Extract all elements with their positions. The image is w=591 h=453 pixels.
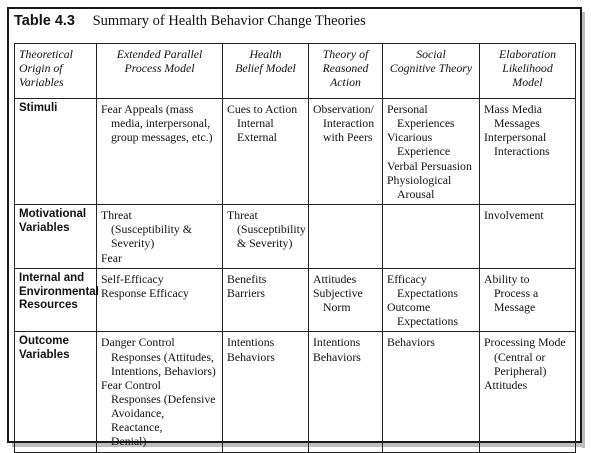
table-cell (383, 99, 480, 205)
column-header (97, 44, 223, 99)
table-cell (97, 99, 223, 205)
row-header-line: Stimuli (19, 102, 58, 114)
cell-line: Attitudes (313, 271, 357, 286)
cell-line: Severity) (111, 236, 155, 251)
cell-line: Peripheral) (494, 363, 547, 378)
cell-line: Barriers (227, 285, 265, 300)
cell-line: Threat (101, 208, 132, 223)
cell-line: Vicarious (387, 130, 433, 145)
cell-line: Intentions, Behaviors) (111, 363, 216, 378)
table-cell (480, 332, 576, 452)
cell-line: (Susceptibility & (111, 222, 192, 237)
cell-line: Physiological (387, 172, 452, 187)
table-cell (480, 268, 576, 332)
cell-line: with Peers (323, 130, 373, 145)
table-title: Summary of Health Behavior Change Theories (92, 13, 366, 29)
cell-line: group messages, etc.) (111, 130, 213, 145)
frame-shadow-right (582, 12, 585, 448)
table-cell (223, 332, 309, 452)
column-header (309, 44, 383, 99)
table-cell (480, 99, 576, 205)
table-cell (383, 205, 480, 269)
table-row (15, 99, 576, 205)
cell-line: Self-Efficacy (101, 271, 164, 286)
table-cell (309, 205, 383, 269)
table-cell (97, 332, 223, 452)
cell-line: Processing Mode (484, 335, 566, 350)
cell-line: Expectations (397, 285, 458, 300)
cell-line: Process a (494, 285, 539, 300)
cell-line: Intentions (227, 335, 275, 350)
cell-line: Norm (323, 300, 351, 315)
header-line: Process Model (124, 61, 195, 76)
header-line: Theory of (322, 47, 369, 61)
cell-line: Observation/ (313, 102, 374, 116)
column-header (480, 44, 576, 99)
table-number: Table 4.3 (14, 13, 75, 29)
header-line: Extended Parallel (116, 47, 203, 61)
cell-line: Experiences (397, 116, 455, 131)
cell-line: Intentions (313, 335, 361, 350)
cell-line: Message (494, 300, 536, 315)
header-line: Model (512, 75, 543, 90)
row-header-line: Internal and (19, 271, 85, 284)
cell-line: Mass Media (484, 102, 542, 116)
header-line: Variables (19, 75, 64, 90)
table-cell (223, 99, 309, 205)
cell-line: Arousal (397, 186, 435, 201)
cell-line: Danger Control (101, 335, 175, 350)
cell-line: External (237, 130, 277, 145)
cell-line: Involvement (484, 208, 544, 223)
cell-line: Behaviors (387, 335, 435, 350)
table-cell (383, 268, 480, 332)
cell-line: Ability to (484, 271, 530, 286)
cell-line: Behaviors (313, 349, 361, 364)
cell-line: Response Efficacy (101, 285, 189, 300)
row-header-line: Environmental (19, 285, 99, 298)
header-line: Reasoned (322, 61, 369, 76)
cell-line: Efficacy (387, 271, 427, 286)
header-line: Likelihood (502, 61, 553, 76)
cell-line: Interpersonal (484, 130, 547, 145)
header-line: Action (330, 75, 361, 90)
table-cell (223, 205, 309, 269)
header-line: Cognitive Theory (389, 61, 473, 76)
cell-line: Outcome (387, 300, 431, 315)
row-header-line: Resources (19, 299, 78, 312)
cell-line: Denial) (111, 434, 147, 449)
cell-line: Internal (237, 116, 274, 131)
row-header-line: Outcome (19, 335, 69, 348)
cell-line: Interactions (494, 144, 550, 159)
cell-line: Messages (494, 116, 540, 131)
table-row (15, 205, 576, 269)
table-cell (309, 268, 383, 332)
column-header (15, 44, 97, 99)
table-cell (223, 268, 309, 332)
header-line: Theoretical (19, 47, 73, 61)
row-header-line: Motivational (19, 208, 87, 221)
cell-line: Threat (227, 208, 258, 223)
column-header (383, 44, 480, 99)
table-cell (309, 332, 383, 452)
table-cell (383, 332, 480, 452)
cell-line: (Susceptibility (237, 222, 306, 237)
table-row (15, 268, 576, 332)
cell-line: Fear Appeals (mass (101, 102, 194, 116)
cell-line: media, interpersonal, (111, 116, 211, 131)
cell-line: Responses (Attitudes, (111, 349, 214, 364)
header-line: Social (416, 47, 446, 61)
cell-line: Interaction (323, 116, 375, 131)
row-header (15, 268, 97, 332)
header-row (15, 44, 576, 99)
cell-line: & Severity) (237, 236, 293, 251)
row-header (15, 99, 97, 205)
row-header (15, 332, 97, 452)
table-cell (97, 205, 223, 269)
cell-line: Attitudes (484, 377, 528, 392)
header-line: Origin of (19, 61, 63, 76)
cell-line: Avoidance, Reactance, (111, 406, 165, 435)
header-line: Belief Model (235, 61, 296, 76)
row-header-line: Variables (19, 221, 70, 234)
cell-line: Responses (Defensive (111, 391, 216, 406)
theories-table (14, 43, 576, 453)
cell-line: (Central or (494, 349, 546, 364)
row-header-line: Variables (19, 349, 70, 362)
row-header (15, 205, 97, 269)
cell-line: Fear (101, 250, 122, 265)
cell-line: Expectations (397, 314, 458, 329)
header-line: Elaboration (498, 47, 557, 61)
cell-line: Cues to Action (227, 102, 298, 116)
cell-line: Fear Control (101, 377, 161, 392)
cell-line: Personal (387, 102, 428, 116)
header-line: Health (249, 47, 282, 61)
column-header (223, 44, 309, 99)
cell-line: Experience (397, 144, 451, 159)
table-row (15, 332, 576, 452)
table-cell (309, 99, 383, 205)
cell-line: Verbal Persuasion (387, 158, 472, 173)
table-cell (97, 268, 223, 332)
table-cell (480, 205, 576, 269)
cell-line: Subjective (313, 285, 363, 300)
cell-line: Benefits (227, 271, 267, 286)
cell-line: Behaviors (227, 349, 275, 364)
table-caption (14, 13, 366, 30)
